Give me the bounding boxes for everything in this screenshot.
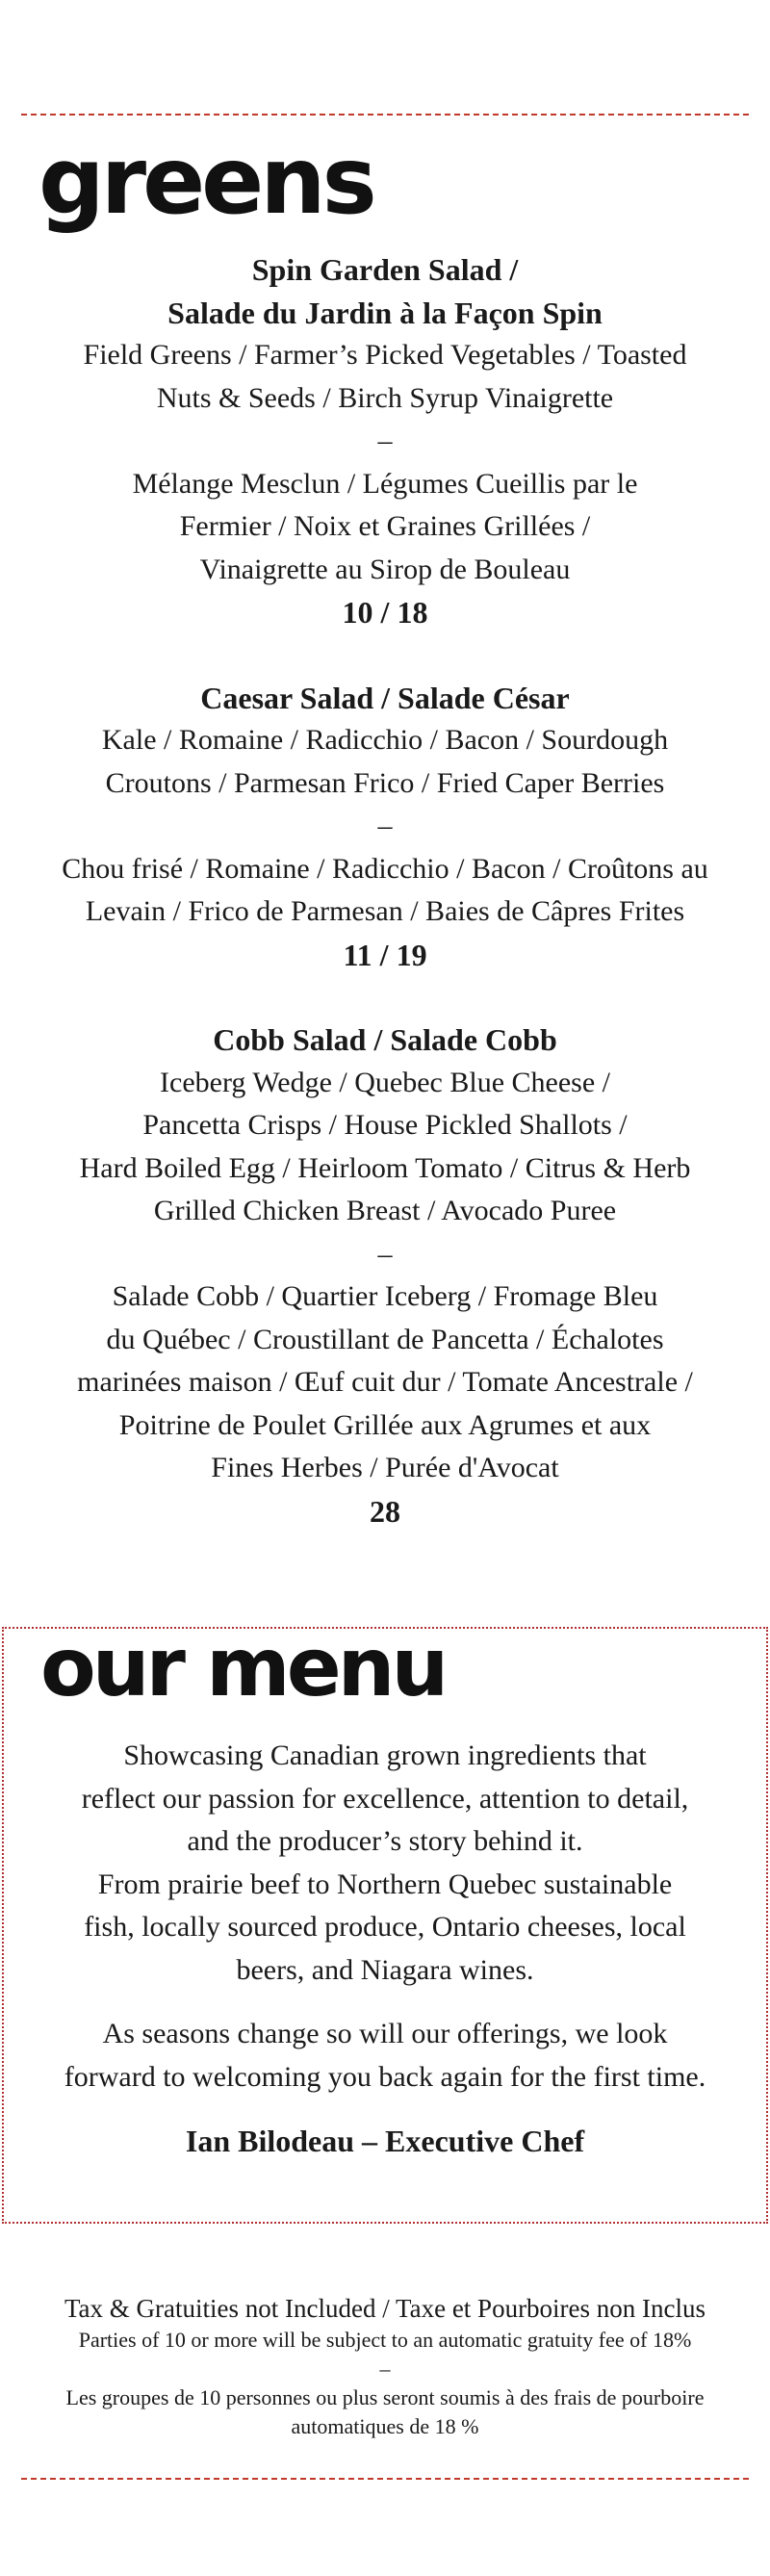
our-menu-intro: Showcasing Canadian grown ingredients that reflect our passion for excellence, attention to detail, and the producer’s story behind it. From prairie beef to Northern Quebec sustainable fish, locally sourced produce, Ontario cheeses, local beers, and Niagara wines. (81, 1739, 689, 1986)
item-description-en: Iceberg Wedge / Quebec Blue Cheese / Pancetta Crisps / House Pickled Shallots / Hard Boiled Egg / Heirloom Tomato / Citrus & Herb Grilled Chicken Breast / Avocado Puree (79, 1066, 691, 1226)
item-description-en: Kale / Romaine / Radicchio / Bacon / Sourdough Croutons / Parmesan Frico / Fried Caper Berries (101, 724, 669, 799)
greens-heading: greens (38, 127, 373, 235)
item-separator: – (377, 810, 393, 841)
item-separator: – (377, 425, 393, 456)
item-description-fr: Chou frisé / Romaine / Radicchio / Bacon / Croûtons au Levain / Frico de Parmesan / Baies de Câpres Frites (62, 852, 708, 927)
chef-signature: Ian Bilodeau – Executive Chef (185, 2124, 585, 2158)
tax-notice: Tax & Gratuities not Included / Taxe et Pourboires non Inclus (64, 2294, 706, 2323)
item-description-fr: Salade Cobb / Quartier Iceberg / Fromage Bleu du Québec / Croustillant de Pancetta / Échalotes marinées maison / Œuf cuit dur / Tomate Ancestrale / Poitrine de Poulet Grillée aux Agrumes et aux Fines Herbes / Purée d'Avocat (77, 1280, 693, 1483)
our-menu-heading: our menu (40, 1620, 446, 1714)
our-menu-seasons: As seasons change so will our offerings, we look forward to welcoming you back again for the first time. (64, 2018, 706, 2093)
item-name: Spin Garden Salad / Salade du Jardin à la Façon Spin (167, 252, 603, 330)
item-description-fr: Mélange Mesclun / Légumes Cueillis par le Fermier / Noix et Graines Grillées / Vinaigrette au Sirop de Bouleau (132, 467, 638, 585)
menu-item-caesar-salad (0, 677, 770, 977)
item-price: 11 / 19 (343, 937, 427, 972)
item-price: 10 / 18 (342, 595, 428, 630)
top-divider (21, 114, 749, 116)
item-description-en: Field Greens / Farmer’s Picked Vegetables / Toasted Nuts & Seeds / Birch Syrup Vinaigrette (83, 339, 687, 414)
item-name: Caesar Salad / Salade César (200, 680, 570, 715)
item-separator: – (377, 1237, 393, 1270)
greens-section (0, 248, 770, 1575)
bottom-divider (21, 2478, 749, 2480)
item-name: Cobb Salad / Salade Cobb (213, 1022, 557, 1057)
gratuity-notice-fr: Les groupes de 10 personnes ou plus seront soumis à des frais de pourboire automatiques de 18 % (65, 2385, 705, 2438)
footer-separator: – (379, 2357, 391, 2381)
menu-item-cobb-salad (0, 1018, 770, 1533)
gratuity-notice-en: Parties of 10 or more will be subject to an automatic gratuity fee of 18% (78, 2328, 692, 2352)
footer-notes (0, 2291, 770, 2441)
our-menu-body (0, 1735, 770, 2163)
menu-item-spin-garden-salad (0, 248, 770, 634)
item-price: 28 (370, 1493, 400, 1529)
